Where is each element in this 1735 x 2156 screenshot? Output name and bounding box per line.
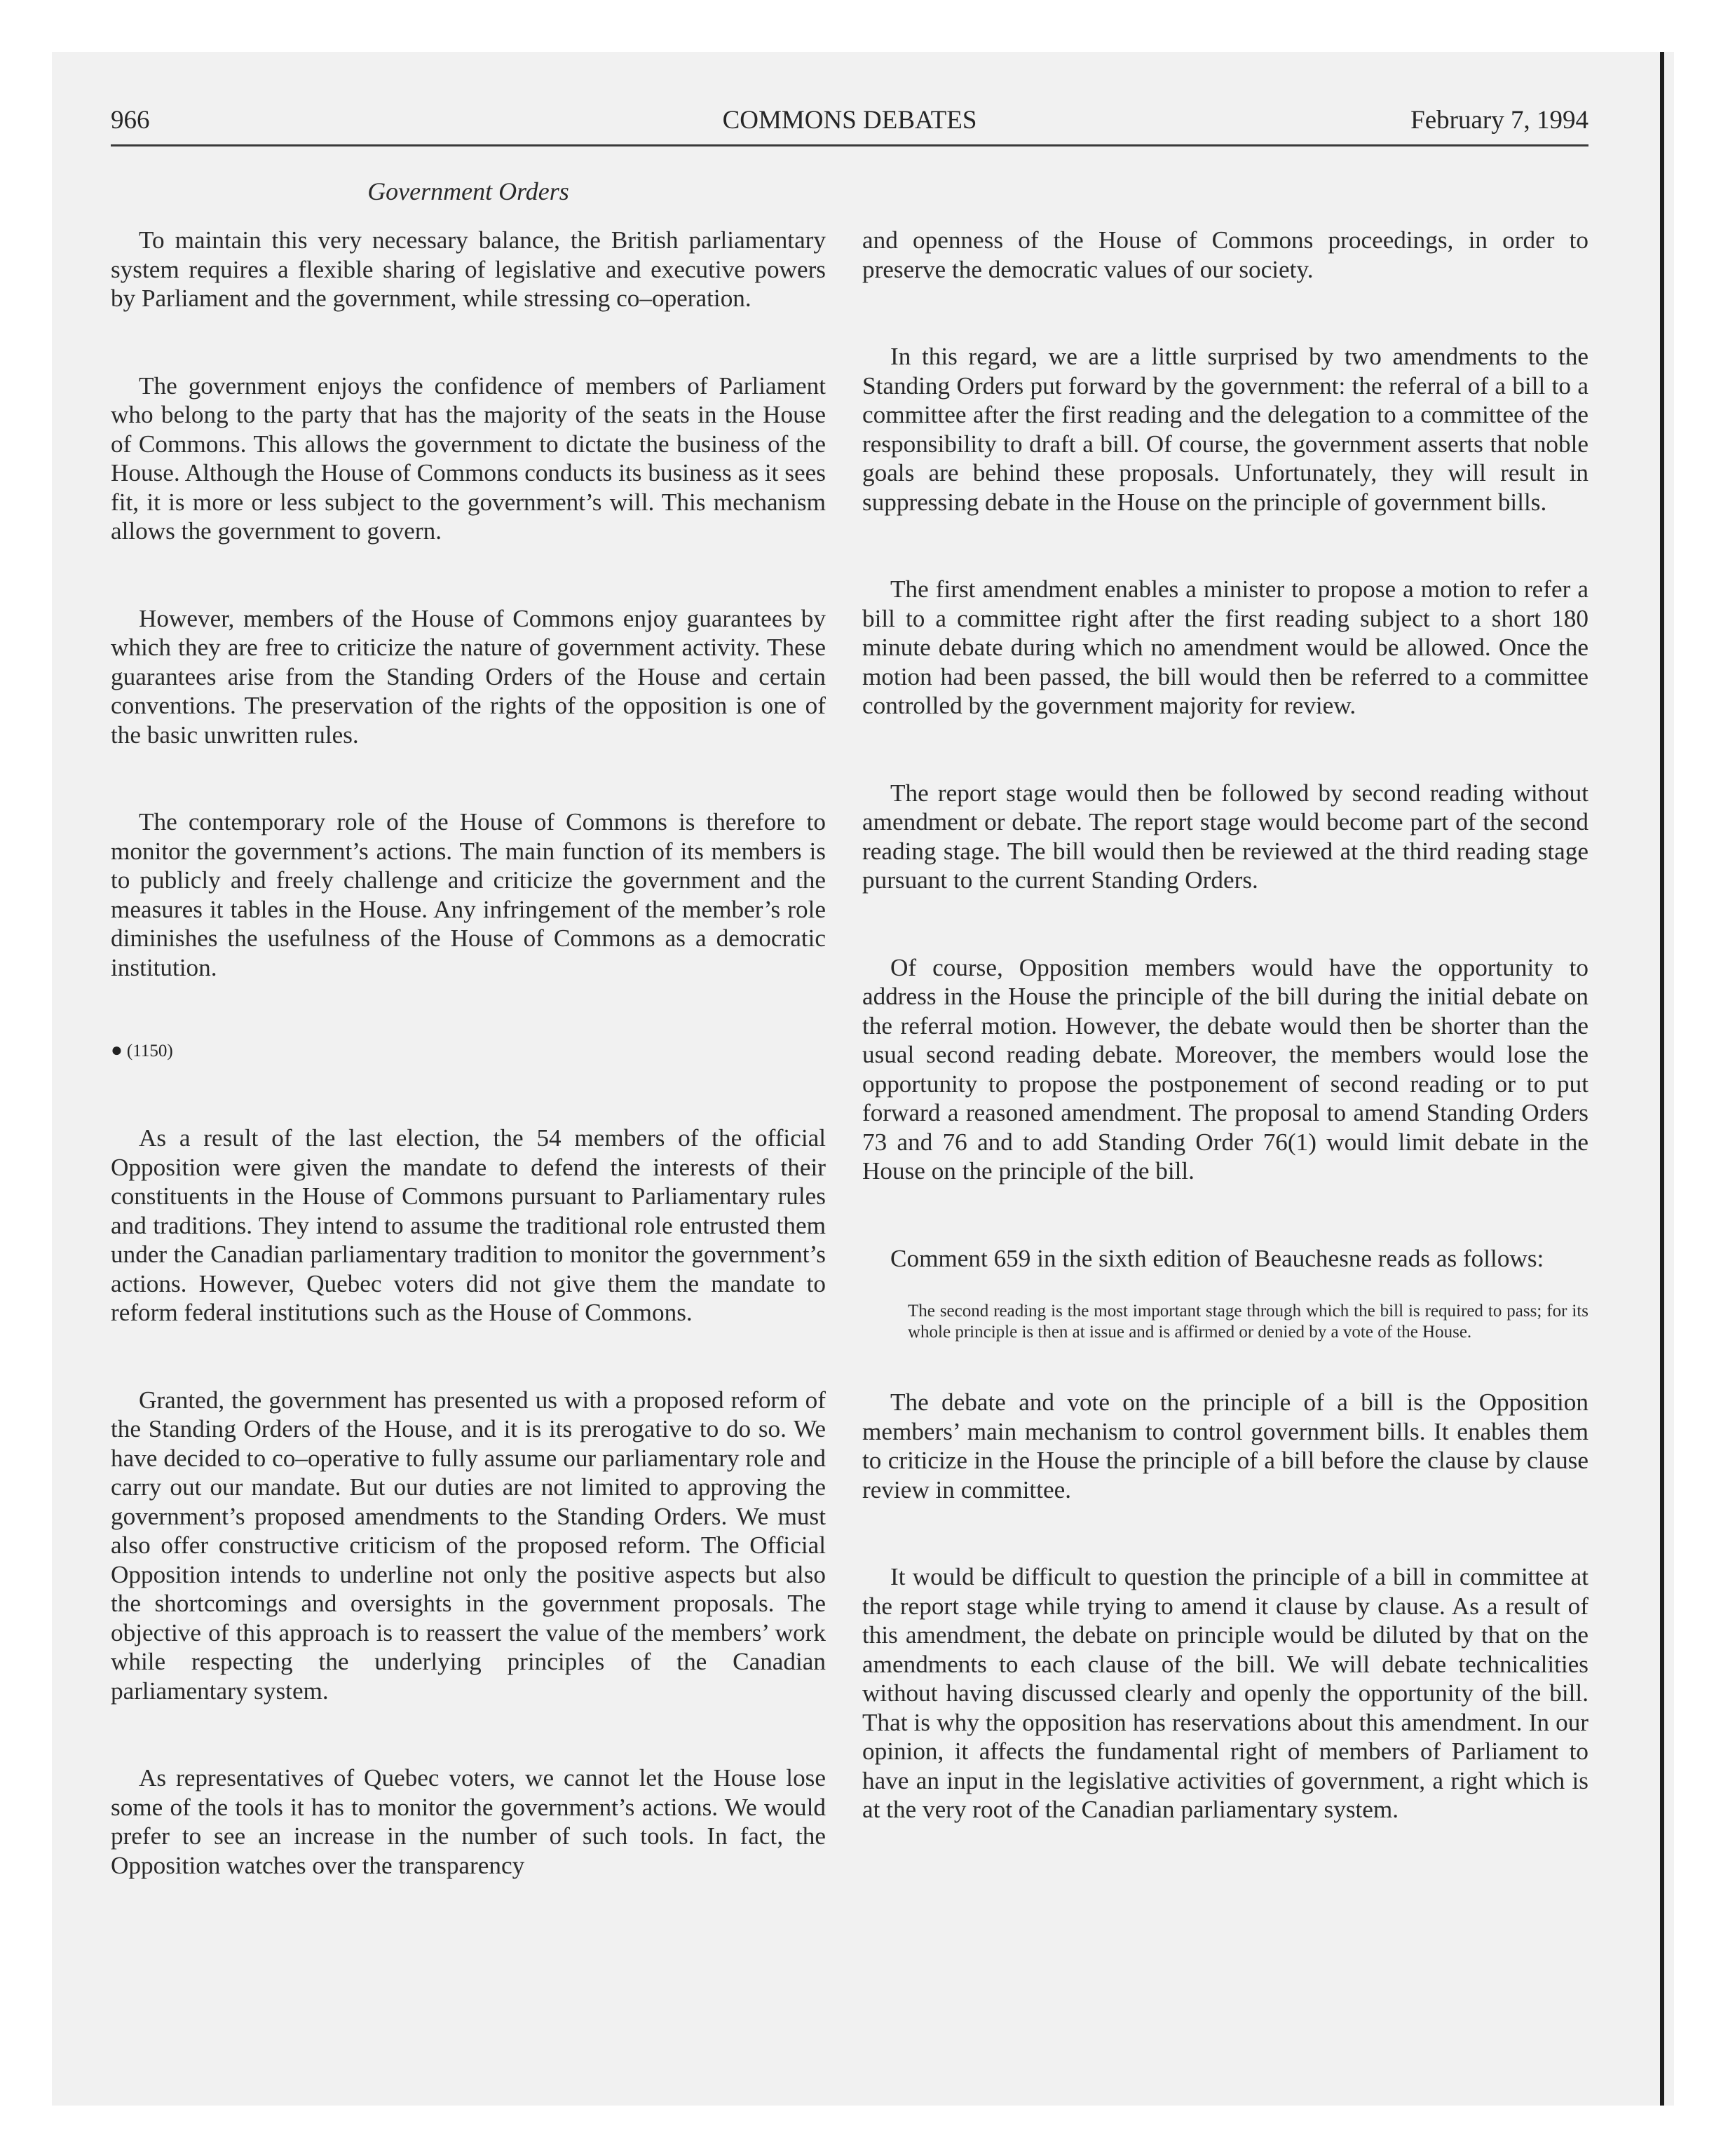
- page-date: February 7, 1994: [1410, 106, 1588, 135]
- left-column: [111, 226, 826, 1938]
- paragraph: In this regard, we are a little surprised by two amendments to the Standing Orders put forward by the government: the referral of a bill to a committee after the first reading and the delegation to a committee of the responsibility to draft a bill. Of course, the government asserts that noble goals are behind these proposals. Unfortunately, they will result in suppressing debate in the House on the principle of government bills.: [862, 343, 1588, 516]
- paragraph: and openness of the House of Commons proceedings, in order to preserve the democratic values of our society.: [862, 226, 1588, 283]
- page-edge-shadow: [1660, 52, 1664, 2106]
- paragraph: Of course, Opposition members would have the opportunity to address in the House the principle of the bill during the initial debate on the referral motion. However, the debate would then be shorter than the usual second reading debate. Moreover, the members would lose the opportunity to propose the postponement of second reading or to put forward a reasoned amendment. The proposal to amend Standing Orders 73 and 76 and to add Standing Order 76(1) would limit debate in the House on the principle of the bill.: [862, 953, 1588, 1185]
- paragraph: As representatives of Quebec voters, we cannot let the House lose some of the tools it has to monitor the government’s actions. We would prefer to see an increase in the number of such tools. In fact, the Opposition watches over the transparency: [111, 1764, 826, 1879]
- section-title: Government Orders: [367, 177, 569, 205]
- block-quote: The second reading is the most important stage through which the bill is required to pass; for its whole principle is then at issue and is affirmed or denied by a vote of the House.: [908, 1302, 1588, 1342]
- right-column: [862, 226, 1588, 1883]
- time-marker-label: (1150): [126, 1042, 173, 1060]
- paragraph: Granted, the government has presented us with a proposed reform of the Standing Orders of the House, and it is its prerogative to do so. We have decided to co–operative to fully assume our parliamentary role and carry out our mandate. But our duties are not limited to approving the government’s proposed amendments to the Standing Orders. We must also offer constructive criticism of the proposed reform. The Official Opposition intends to underline not only the positive aspects but also the shortcomings and oversights in the government proposals. The objective of this approach is to reassert the value of the members’ work while respecting the underlying principles of the Canadian parliamentary system.: [111, 1386, 826, 1705]
- paragraph: To maintain this very necessary balance, the British parliamentary system requires a flexible sharing of legislative and executive powers by Parliament and the government, while stressing co–operation.: [111, 226, 826, 312]
- header-rule: [111, 144, 1588, 146]
- paragraph: The contemporary role of the House of Commons is therefore to monitor the government’s actions. The main function of its members is to publicly and freely challenge and criticize the government and the measures it tables in the House. Any infringement of the member’s role diminishes the usefulness of the House of Commons as a democratic institution.: [111, 808, 826, 981]
- page-header: [111, 105, 1588, 144]
- publication-title: COMMONS DEBATES: [722, 106, 977, 135]
- paragraph: Comment 659 in the sixth edition of Beauchesne reads as follows:: [890, 1244, 1544, 1272]
- paragraph: The debate and vote on the principle of a bill is the Opposition members’ main mechanism to control government bills. It enables them to criticize in the House the principle of a bill before the clause by clause review in committee.: [862, 1389, 1588, 1503]
- paragraph: However, members of the House of Commons enjoy guarantees by which they are free to criticize the nature of government activity. These guarantees arise from the Standing Orders of the House and certain conventions. The preservation of the rights of the opposition is one of the basic unwritten rules.: [111, 604, 826, 749]
- time-marker: [111, 1040, 826, 1062]
- paragraph: As a result of the last election, the 54 members of the official Opposition were given the mandate to defend the interests of their constituents in the House of Commons pursuant to Parliamentary rules and traditions. They intend to assume the traditional role entrusted them under the Canadian parliamentary tradition to monitor the government’s actions. However, Quebec voters did not give them the mandate to reform federal institutions such as the House of Commons.: [111, 1124, 826, 1326]
- bullet-icon: ●: [111, 1039, 123, 1061]
- paragraph: The first amendment enables a minister to propose a motion to refer a bill to a committee right after the first reading subject to a short 180 minute debate during which no amendment would be allowed. Once the motion had been passed, the bill would then be referred to a committee controlled by the government majority for review.: [862, 575, 1588, 719]
- paragraph: The report stage would then be followed by second reading without amendment or debate. The report stage would become part of the second reading stage. The bill would then be reviewed at the third reading stage pursuant to the current Standing Orders.: [862, 779, 1588, 894]
- paragraph: It would be difficult to question the principle of a bill in committee at the report stage while trying to amend it clause by clause. As a result of this amendment, the debate on principle would be diluted by that on the amendments to each clause of the bill. We will debate technicalities without having discussed clearly and openly the opportunity of the bill. That is why the opposition has reservations about this amendment. In our opinion, it affects the fundamental right of members of Parliament to have an input in the legislative activities of government, a right which is at the very root of the Canadian parliamentary system.: [862, 1563, 1588, 1823]
- page-number: 966: [111, 106, 150, 135]
- paragraph: The government enjoys the confidence of members of Parliament who belong to the party that has the majority of the seats in the House of Commons. This allows the government to dictate the business of the House. Although the House of Commons conducts its business as it sees fit, it is more or less subject to the government’s will. This mechanism allows the government to govern.: [111, 371, 826, 545]
